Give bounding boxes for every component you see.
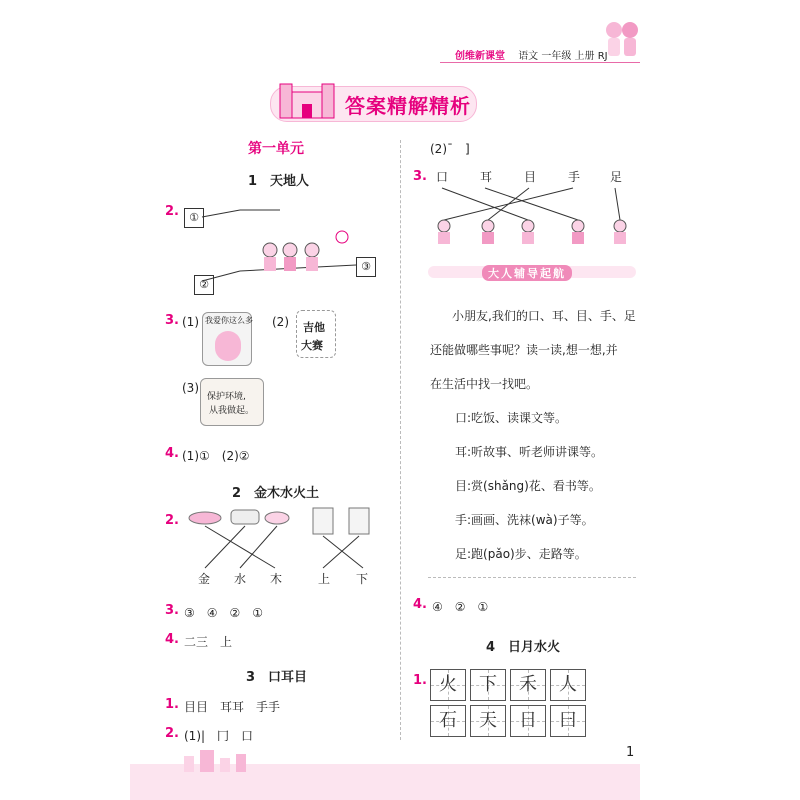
- note-line: 小朋友,我们的口、耳、目、手、足: [452, 309, 636, 323]
- sub-label-2: (2): [272, 315, 289, 329]
- question-number: 3.: [165, 603, 179, 618]
- picture-card-3: [200, 378, 264, 426]
- question-number: 3.: [165, 313, 179, 328]
- note-line: 目:赏(shǎng)花、看书等。: [455, 479, 601, 493]
- picture-caption: 吉他: [303, 321, 325, 334]
- page-number: 1: [626, 745, 635, 760]
- match-char: 木: [270, 572, 283, 586]
- picture-card-1: [202, 312, 252, 366]
- note-line: 耳:听故事、听老师讲课等。: [455, 445, 604, 459]
- unit-heading: 第一单元: [248, 141, 304, 157]
- answer-box-3: ③: [356, 257, 376, 277]
- match-char: 金: [198, 572, 211, 586]
- question-number: 1.: [413, 673, 427, 688]
- question-number: 4.: [413, 597, 427, 612]
- matching-lines-illustration: [185, 506, 385, 576]
- match-char: 目: [524, 170, 537, 184]
- answer-text: ③ ④ ② ①: [184, 606, 264, 620]
- match-char: 足: [610, 170, 623, 184]
- question-number: 2.: [165, 513, 179, 528]
- writing-grid-cell: 天: [470, 705, 506, 737]
- castle-icon: [278, 78, 338, 122]
- writing-grid-cell: 石: [430, 705, 466, 737]
- lesson-4-title: 4 日月水火: [486, 640, 561, 655]
- writing-grid-cell: 日: [510, 705, 546, 737]
- writing-grid-cell: 禾: [510, 669, 546, 701]
- match-char: 下: [356, 572, 369, 586]
- column-divider: [400, 140, 401, 740]
- note-title: 大人辅导起航: [482, 265, 572, 281]
- sub-label-3: (3): [182, 381, 199, 395]
- question-number: 4.: [165, 632, 179, 647]
- answer-text: (1)① (2)②: [182, 449, 250, 463]
- match-char: 耳: [480, 170, 493, 184]
- sky-ground-illustration: [200, 205, 360, 295]
- answer-text: 二三 上: [184, 635, 233, 649]
- brand-label: 创维新课堂: [455, 51, 505, 62]
- body-parts-matching-illustration: [428, 184, 638, 250]
- girls-illustration: [600, 18, 644, 64]
- picture-card-2: [296, 310, 336, 358]
- note-line: 足:跑(pǎo)步、走路等。: [455, 547, 587, 561]
- page-title: 答案精解精析: [345, 94, 471, 118]
- writing-grid-cell: 人: [550, 669, 586, 701]
- question-number: 2.: [165, 726, 179, 741]
- writing-grid-cell: 火: [430, 669, 466, 701]
- lesson-1-title: 1 天地人: [248, 174, 310, 189]
- question-number: 1.: [165, 697, 179, 712]
- match-char: 上: [318, 572, 331, 586]
- match-char: 手: [568, 170, 581, 184]
- question-number: 4.: [165, 446, 179, 461]
- picture-caption: 保护环境,: [207, 392, 246, 402]
- match-char: 水: [234, 572, 247, 586]
- note-line: 还能做哪些事呢？读一读,想一想,并: [430, 343, 618, 357]
- girl-figure: [215, 331, 241, 361]
- note-line: 在生活中找一找吧。: [430, 377, 539, 391]
- picture-caption: 大赛: [301, 339, 323, 352]
- question-number: 2.: [165, 204, 179, 219]
- subject-label: 语文 一年级 上册 RJ: [518, 51, 608, 62]
- parent-guidance-box: [428, 285, 636, 578]
- answer-text: ④ ② ①: [432, 600, 489, 614]
- note-line: 手:画画、洗袜(wà)子等。: [455, 513, 594, 527]
- lesson-2-title: 2 金木水火土: [232, 486, 320, 501]
- answer-text: (1)| 冂 口: [184, 729, 254, 743]
- question-number: 3.: [413, 169, 427, 184]
- note-line: 口:吃饭、读课文等。: [455, 411, 568, 425]
- match-char: 口: [436, 170, 449, 184]
- answer-box-1: ①: [184, 208, 204, 228]
- sub-label-1: (1): [182, 315, 199, 329]
- writing-grid-cell: 曰: [550, 705, 586, 737]
- picture-caption: 从我做起。: [209, 406, 255, 416]
- footer-castle-decoration: [180, 748, 250, 772]
- picture-caption: 我爱你这么多: [205, 316, 253, 325]
- writing-grid-cell: 下: [470, 669, 506, 701]
- answer-box-2: ②: [194, 275, 214, 295]
- lesson-3-title: 3 口耳目: [246, 670, 308, 685]
- answer-text: (2)¯ ]: [430, 142, 470, 156]
- running-header: [455, 47, 608, 62]
- answer-text: 目目 耳耳 手手: [184, 700, 281, 714]
